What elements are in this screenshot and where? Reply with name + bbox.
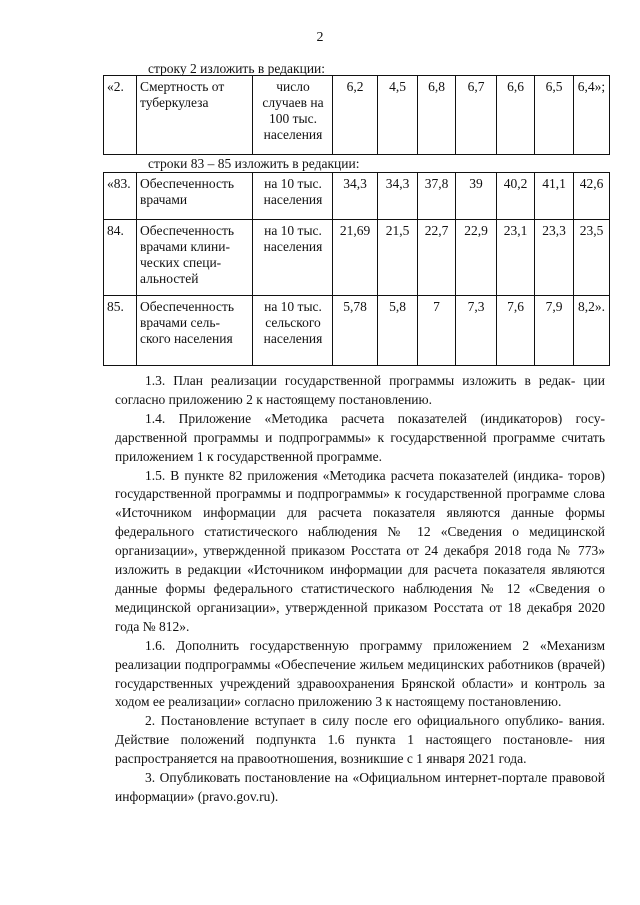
row-number-cell: «83. — [104, 173, 137, 220]
value-cell: 40,2 — [497, 173, 535, 220]
table-row — [104, 76, 610, 155]
value-cell: 39 — [456, 173, 497, 220]
indicator-table-rows-83-85 — [103, 172, 610, 366]
value-cell: 4,5 — [378, 76, 418, 155]
value-cell: 34,3 — [378, 173, 418, 220]
section-lead-rows-83-85: строки 83 – 85 изложить в редакции: — [148, 156, 360, 171]
paragraph: 1.4. Приложение «Методика расчета показателей (индикаторов) госу- дарственной программы и подпрограммы» к государственной программе считать приложением 1 к государственной программе. — [115, 410, 605, 464]
value-cell: 8,2». — [574, 296, 610, 366]
value-cell: 23,1 — [497, 220, 535, 296]
value-cell: 6,8 — [418, 76, 456, 155]
row-number-cell: 84. — [104, 220, 137, 296]
paragraph: 1.5. В пункте 82 приложения «Методика расчета показателей (индика- торов) государственной программы и подпрограммы» к государственной программе слова «Источником информации для расчета показателя являются данные формы федерального статистического наблюдения № 12 «Сведения о медицинской организации», утвержденной приказом Росстата от 24 декабря 2018 года № 773» изложить в редакции «Источником информации для расчета показателя являются данные формы федерального статистического наблюдения № 12 «Сведения о медицинской организации», утвержденной приказом Росстата от 18 декабря 2020 года № 812». — [115, 467, 605, 634]
table1-body — [104, 76, 610, 155]
value-cell: 23,5 — [574, 220, 610, 296]
value-cell: 7,9 — [535, 296, 574, 366]
value-cell: 42,6 — [574, 173, 610, 220]
value-cell: 5,8 — [378, 296, 418, 366]
unit-cell: на 10 тыс. населения — [253, 220, 333, 296]
indicator-table-row-2 — [103, 75, 610, 155]
unit-cell: число случаев на 100 тыс. населения — [253, 76, 333, 155]
value-cell: 6,2 — [333, 76, 378, 155]
table-row — [104, 173, 610, 220]
value-cell: 21,5 — [378, 220, 418, 296]
paragraph: 1.3. План реализации государственной программы изложить в редак- ции согласно приложению 2 к настоящему постановлению. — [115, 373, 605, 407]
unit-cell: на 10 тыс. сельского населения — [253, 296, 333, 366]
table2-body — [104, 173, 610, 366]
table-row — [104, 220, 610, 296]
value-cell: 6,5 — [535, 76, 574, 155]
value-cell: 6,7 — [456, 76, 497, 155]
unit-cell: на 10 тыс. населения — [253, 173, 333, 220]
value-cell: 6,6 — [497, 76, 535, 155]
value-cell: 5,78 — [333, 296, 378, 366]
value-cell: 6,4»; — [574, 76, 610, 155]
section-lead-row-2: строку 2 изложить в редакции: — [148, 61, 326, 76]
paragraph: 3. Опубликовать постановление на «Официальном интернет-портале правовой информации» (pravo.gov.ru). — [115, 770, 605, 804]
row-number-cell: 85. — [104, 296, 137, 366]
value-cell: 22,7 — [418, 220, 456, 296]
table-row — [104, 296, 610, 366]
value-cell: 23,3 — [535, 220, 574, 296]
body-paragraphs — [115, 372, 605, 807]
value-cell: 34,3 — [333, 173, 378, 220]
indicator-name-cell: Обеспеченность врачами — [137, 173, 253, 220]
value-cell: 22,9 — [456, 220, 497, 296]
paragraph: 2. Постановление вступает в силу после его официального опублико- вания. Действие положений подпункта 1.6 пункта 1 настоящего постановле- ния распространяется на правоотношения, возникшие с 1 января 2021 года. — [115, 713, 605, 767]
paragraph: 1.6. Дополнить государственную программу приложением 2 «Механизм реализации подпрограммы «Обеспечение жильем медицинских работников (врачей) государственных учреждений здравоохранения Брянской области» и контроль за ходом ее реализации» согласно приложению 3 к настоящему постановлению. — [115, 637, 605, 710]
row-number-cell: «2. — [104, 76, 137, 155]
value-cell: 7,6 — [497, 296, 535, 366]
value-cell: 7,3 — [456, 296, 497, 366]
value-cell: 21,69 — [333, 220, 378, 296]
indicator-name-cell: Смертность от туберкулеза — [137, 76, 253, 155]
page-number: 2 — [316, 30, 324, 45]
indicator-name-cell: Обеспеченность врачами клини- ческих специ- альностей — [137, 220, 253, 296]
value-cell: 41,1 — [535, 173, 574, 220]
value-cell: 37,8 — [418, 173, 456, 220]
value-cell: 7 — [418, 296, 456, 366]
indicator-name-cell: Обеспеченность врачами сель- ского населения — [137, 296, 253, 366]
